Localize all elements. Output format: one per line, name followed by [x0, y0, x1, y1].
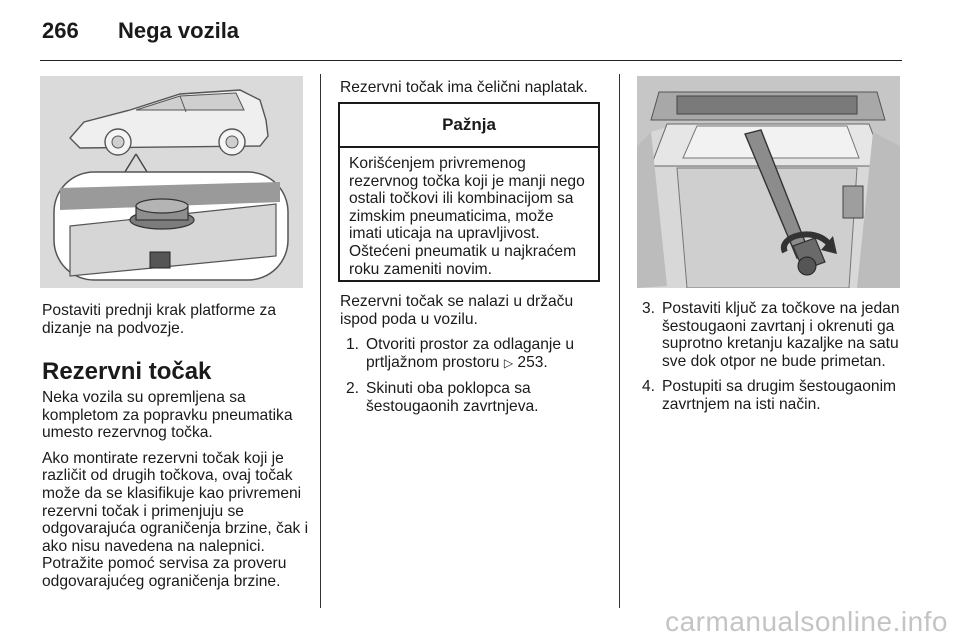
- paragraph-repair-kit: Neka vozila su opremljena sa kompletom za popravku pneumatika umesto rezervnog točka.: [42, 389, 293, 442]
- list-item: [642, 300, 904, 370]
- steps-list-right: [642, 300, 904, 414]
- jack-instruction: Postaviti prednji krak platforme za dizanje na podvozje.: [42, 302, 277, 337]
- page-reference-arrow-icon: ▷: [503, 355, 514, 370]
- car-jack-platform-illustration: [40, 76, 303, 288]
- step-text: Skinuti oba poklopca sa šestougaonih zavrtnjeva.: [366, 380, 539, 415]
- trunk-wrench-illustration: [637, 76, 900, 288]
- step-number: 3.: [642, 300, 656, 317]
- step-text: Postaviti ključ za točkove na jedan šestougaoni zavrtanj i okrenuti ga suprotno kretanju kazaljke na satu sve dok otpor ne bude primetan.: [662, 300, 900, 370]
- column-divider-right: [619, 74, 620, 608]
- list-item: [346, 380, 608, 415]
- page-reference-link[interactable]: 253.: [517, 353, 548, 371]
- spare-location-text: Rezervni točak se nalazi u držaču ispod poda u vozilu.: [340, 293, 574, 328]
- column-divider-left: [320, 74, 321, 608]
- rim-intro: [340, 79, 610, 105]
- list-item: [642, 378, 904, 413]
- step-number: 4.: [642, 378, 656, 396]
- instruction-text: [42, 302, 310, 345]
- page-title: Nega vozila: [118, 18, 240, 43]
- notice-box: [338, 102, 600, 282]
- middle-body: [340, 293, 608, 424]
- paragraph-speed-limit: Ako montirate rezervni točak koji je različit od drugih točkova, ovaj točak može da se klasifikuje kao privremeni rezervni točak i primenjuju se odgovarajuća ograničenja brzine, čak i ako nisu navedena na nalepnici. Potražite pomoć servisa za proveru odgovarajućeg ograničenja brzine.: [42, 449, 309, 590]
- notice-title: Pažnja: [340, 104, 598, 148]
- step-text: Otvoriti prostor za odlaganje u prtljažnom prostoru: [366, 336, 575, 371]
- notice-body: Korišćenjem privremenog rezervnog točka koji je manji nego ostali točkovi ili kombinacijom sa zimskim pneumaticima, može imati uticaja na upravljivost. Oštećeni pneumatik u najkraćem roku zameniti novim.: [349, 155, 585, 278]
- steel-rim-text: Rezervni točak ima čelični naplatak.: [340, 79, 588, 96]
- steps-list-middle: [346, 336, 608, 415]
- section-heading: Rezervni točak: [42, 358, 212, 385]
- step-number: 1.: [346, 336, 360, 354]
- step-text: Postupiti sa drugim šestougaonim zavrtnjem na isti način.: [662, 378, 897, 413]
- section-body: [42, 389, 310, 599]
- header-rule: [40, 60, 902, 61]
- list-item: [346, 336, 608, 372]
- step-number: 2.: [346, 380, 360, 398]
- watermark: carmanualsonline.info: [665, 606, 948, 637]
- right-body: [642, 300, 904, 422]
- page-number: 266: [42, 18, 79, 43]
